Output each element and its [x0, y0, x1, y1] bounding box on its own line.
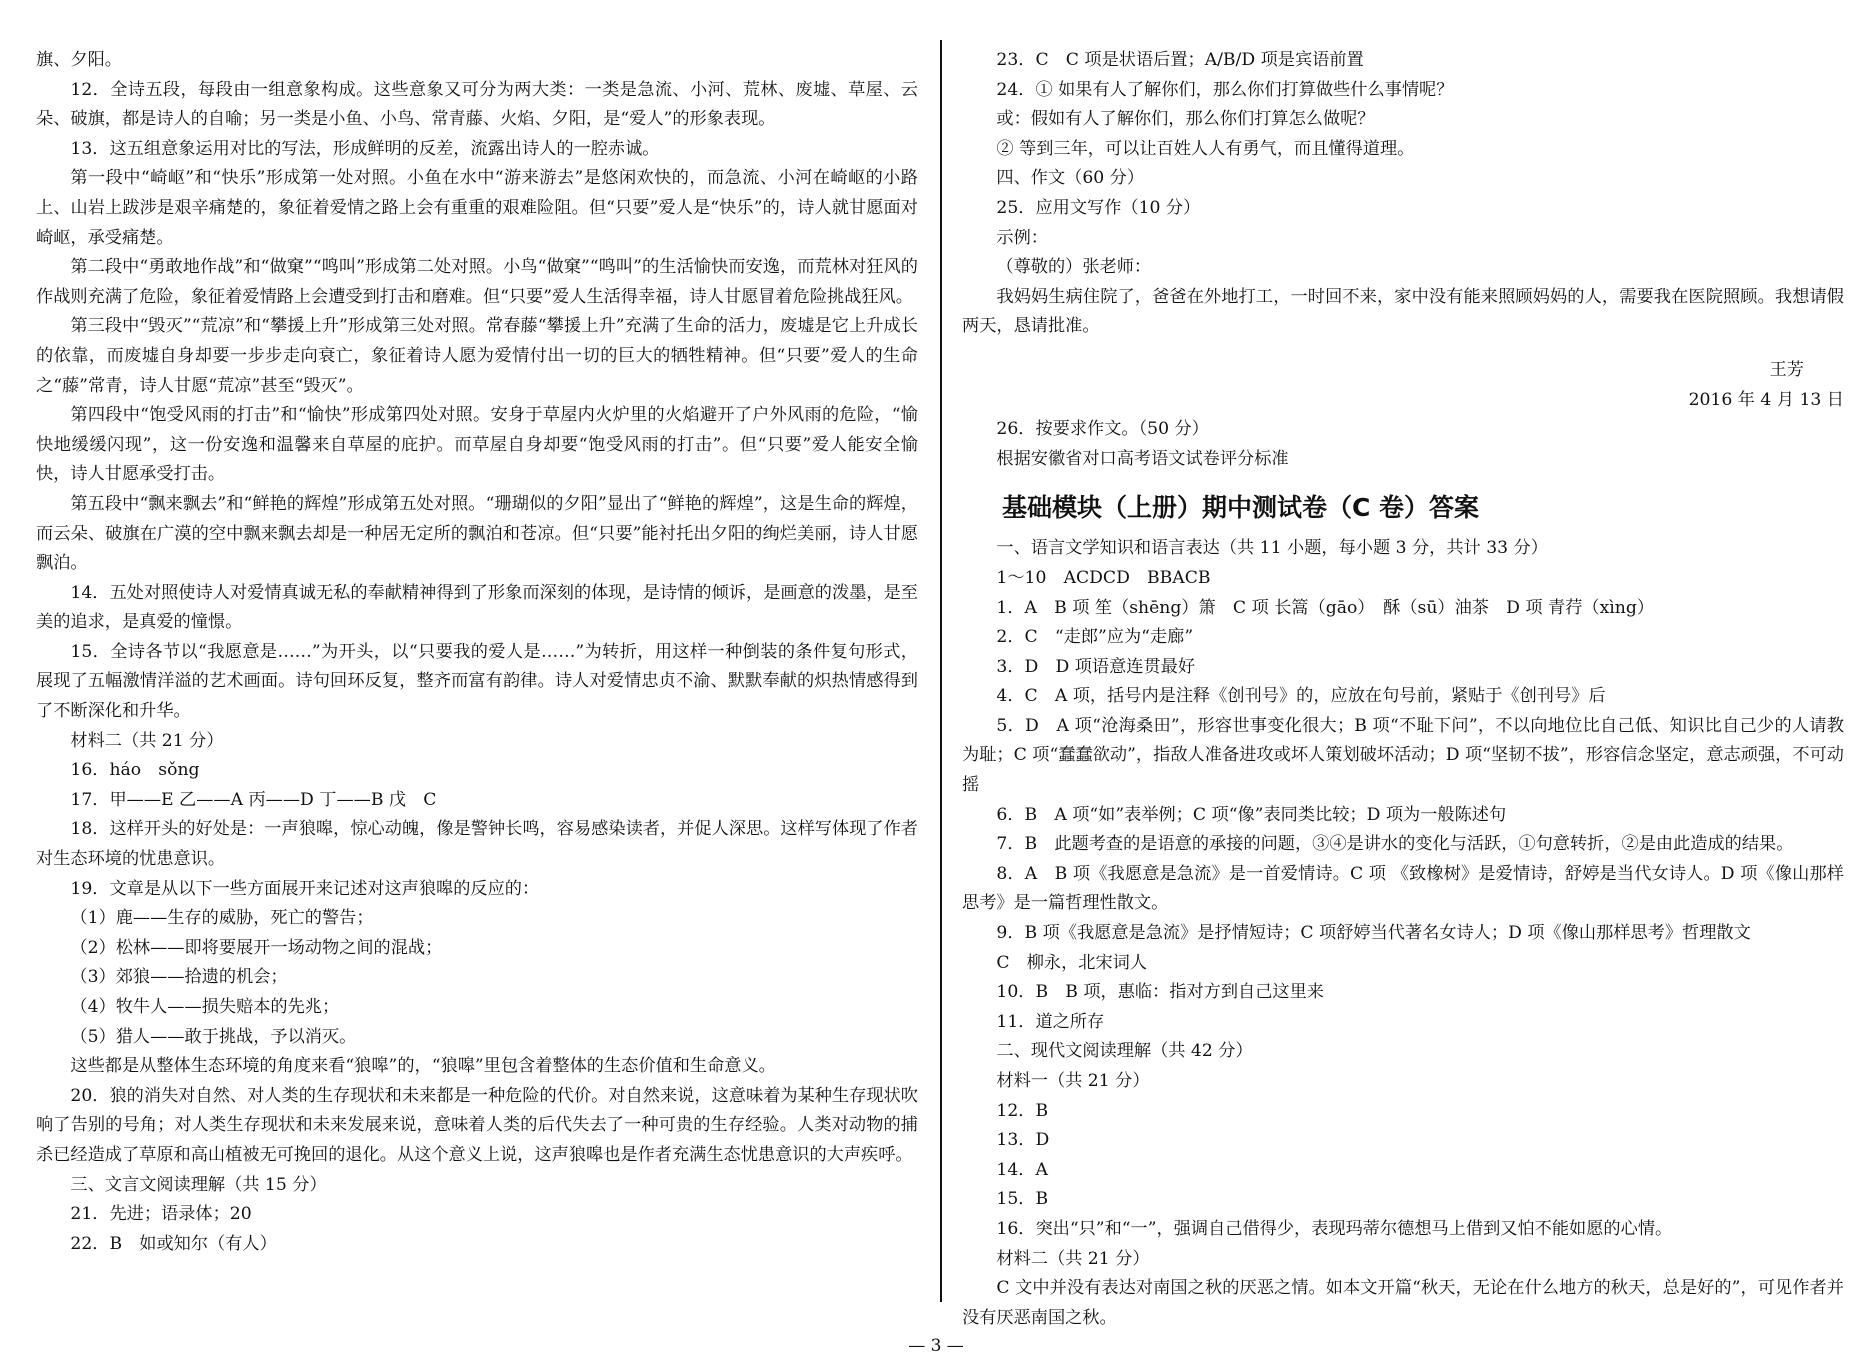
answer-paragraph: 三、文言文阅读理解（共 15 分） — [70, 1174, 327, 1195]
answer-paragraph: （2）松林——即将要展开一场动物之间的混战； — [70, 937, 443, 958]
answer-paragraph: 1～10 ACDCD BBACB — [996, 567, 1211, 588]
answer-paragraph: ② 等到三年，可以让百姓人人有勇气，而且懂得道理。 — [996, 138, 1415, 159]
answer-paragraph: 第四段中“饱受风雨的打击”和“愉快”形成第四处对照。安身于草屋内火炉里的火焰避开了户外风雨的危险，“愉快地缓缓闪现”，这一份安逸和温馨来自草屋的庇护。而草屋自身却要“饱受风雨的打击”。但“只要”爱人能安全愉快，诗人甘愿承受打击。 — [36, 405, 918, 485]
column-divider — [940, 40, 942, 1302]
answer-paragraph: 22．B 如或知尔（有人） — [70, 1233, 277, 1254]
right-top-block — [962, 46, 1844, 474]
answer-paragraph: 15．B — [996, 1189, 1049, 1210]
answer-paragraph: 9．B 项《我愿意是急流》是抒情短诗；C 项舒婷当代著名女诗人；D 项《像山那样思考》哲理散文 — [996, 923, 1751, 944]
answer-paragraph: 或：假如有人了解你们，那么你们打算怎么做呢？ — [996, 109, 1375, 130]
answer-paragraph: 二、现代文阅读理解（共 42 分） — [996, 1041, 1253, 1062]
answer-paragraph: 四、作文（60 分） — [996, 168, 1145, 189]
answer-paragraph: 3．D D 项语意连贯最好 — [996, 656, 1196, 677]
answer-paragraph: 13．D — [996, 1130, 1050, 1151]
answer-paragraph: 13．这五组意象运用对比的写法，形成鲜明的反差，流露出诗人的一腔赤诚。 — [70, 138, 660, 159]
right-column — [962, 46, 1844, 1333]
answer-paragraph: 20．狼的消失对自然、对人类的生存现状和未来都是一种危险的代价。对自然来说，这意味着为某种生存现状吹响了告别的号角；对人类生存现状和未来发展来说，意味着人类的后代失去了一种可贵的生存经验。人类对动物的捕杀已经造成了草原和高山植被无可挽回的退化。从这个意义上说，这声狼嗥也是作者充满生态忧患意识的大声疾呼。 — [36, 1085, 918, 1165]
answer-paragraph: 21．先进；语录体；20 — [70, 1204, 252, 1225]
page-number: — 3 — — [908, 1336, 964, 1356]
answer-paragraph: 24．① 如果有人了解你们，那么你们打算做些什么事情呢？ — [996, 79, 1454, 100]
answer-paragraph: 旗、夕阳。 — [36, 50, 122, 70]
answer-paragraph: 18．这样开头的好处是：一声狼嗥，惊心动魄，像是警钟长鸣，容易感染读者，并促人深思。这样写体现了作者对生态环境的忧患意识。 — [36, 819, 918, 870]
answer-paragraph: 14．五处对照使诗人对爱情真诚无私的奉献精神得到了形象而深刻的体现，是诗情的倾诉，是画意的泼墨，是至美的追求，是真爱的憧憬。 — [36, 582, 918, 633]
answer-paragraph: 2016 年 4 月 13 日 — [1688, 389, 1844, 410]
answer-paragraph: 5．D A 项“沧海桑田”，形容世事变化很大；B 项“不耻下问”，不以向地位比自己低、知识比自己少的人请教为耻；C 项“蠢蠢欲动”，指敌人准备进攻或坏人策划破坏活动；D 项“坚韧不拔”，形容信念坚定，意志顽强，不可动摇 — [962, 715, 1844, 796]
answer-paragraph: （3）郊狼——拾遗的机会； — [70, 967, 288, 988]
answer-paragraph: 一、语言文学知识和语言表达（共 11 小题，每小题 3 分，共计 33 分） — [996, 538, 1548, 559]
answer-paragraph: 10．B B 项，惠临：指对方到自己这里来 — [996, 982, 1324, 1003]
answer-paragraph: 第五段中“飘来飘去”和“鲜艳的辉煌”形成第五处对照。“珊瑚似的夕阳”显出了“鲜艳的辉煌”，这是生命的辉煌，而云朵、破旗在广漠的空中飘来飘去却是一种居无定所的飘泊和苍凉。但“只要”能衬托出夕阳的绚烂美丽，诗人甘愿飘泊。 — [36, 493, 918, 574]
section-title: 基础模块（上册）期中测试卷（C 卷）答案 — [1002, 493, 1480, 523]
answer-paragraph: 4．C A 项，括号内是注释《创刊号》的，应放在句号前，紧贴于《创刊号》后 — [996, 686, 1606, 707]
answer-paragraph: 材料二（共 21 分） — [70, 730, 224, 751]
answer-paragraph: 第三段中“毁灭”“荒凉”和“攀援上升”形成第三处对照。常春藤“攀援上升”充满了生命的活力，废墟是它上升成长的依靠，而废墟自身却要一步步走向衰亡，象征着诗人愿为爱情付出一切的巨大的牺牲精神。但“只要”爱人的生命之“藤”常青，诗人甘愿“荒凉”甚至“毁灭”。 — [36, 316, 918, 396]
right-bottom-block — [962, 534, 1844, 1333]
answer-paragraph: 6．B A 项“如”表举例；C 项“像”表同类比较；D 项为一般陈述句 — [996, 804, 1507, 825]
answer-paragraph: 王芳 — [1769, 359, 1804, 380]
answer-paragraph: 16．突出“只”和“一”，强调自己借得少，表现玛蒂尔德想马上借到又怕不能如愿的心情。 — [996, 1218, 1673, 1239]
answer-paragraph: （5）猎人——敢于挑战，予以消灭。 — [70, 1026, 357, 1047]
answer-paragraph: 12．B — [996, 1100, 1049, 1121]
answer-paragraph: 25．应用文写作（10 分） — [996, 197, 1201, 218]
answer-paragraph: 14．A — [996, 1159, 1048, 1180]
spacer — [962, 342, 1844, 356]
answer-paragraph: 15．全诗各节以“我愿意是……”为开头，以“只要我的爱人是……”为转折，用这样一种倒装的条件复句形式，展现了五幅激情洋溢的艺术画面。诗句回环反复，整齐而富有韵律。诗人对爱情忠贞不渝、默默奉献的炽热情感得到了不断深化和升华。 — [36, 641, 918, 722]
left-column — [36, 46, 918, 1259]
answer-paragraph: 示例： — [996, 227, 1048, 248]
answer-paragraph: C 文中并没有表达对南国之秋的厌恶之情。如本文开篇“秋天，无论在什么地方的秋天，总是好的”，可见作者并没有厌恶南国之秋。 — [962, 1278, 1844, 1328]
answer-paragraph: （4）牧牛人——损失赔本的先兆； — [70, 997, 340, 1017]
answer-paragraph: 11．道之所存 — [996, 1011, 1105, 1032]
answer-paragraph: （尊敬的）张老师： — [996, 257, 1152, 278]
answer-paragraph: 根据安徽省对口高考语文试卷评分标准 — [996, 448, 1289, 469]
answer-paragraph: 这些都是从整体生态环境的角度来看“狼嗥”的，“狼嗥”里包含着整体的生态价值和生命意义。 — [70, 1056, 776, 1077]
answer-paragraph: 23．C C 项是状语后置；A/B/D 项是宾语前置 — [996, 50, 1364, 70]
answer-paragraph: 7．B 此题考查的是语意的承接的问题，③④是讲水的变化与活跃，①句意转折，②是由此造成的结果。 — [996, 834, 1794, 855]
answer-paragraph: C 柳永，北宋词人 — [996, 952, 1148, 973]
answer-paragraph: 8．A B 项《我愿意是急流》是一首爱情诗。C 项 《致橡树》是爱情诗，舒婷是当代女诗人。D 项《像山那样思考》是一篇哲理性散文。 — [962, 863, 1844, 914]
answer-paragraph: 第二段中“勇敢地作战”和“做窠”“鸣叫”形成第二处对照。小鸟“做窠”“鸣叫”的生活愉快而安逸，而荒林对狂风的作战则充满了危险，象征着爱情路上会遭受到打击和磨难。但“只要”爱人生活得幸福，诗人甘愿冒着危险挑战狂风。 — [36, 257, 918, 307]
answer-paragraph: 1．A B 项 笙（shēng）箫 C 项 长篙（gāo） 酥（sū）油茶 D 项 青荇（xìng） — [996, 597, 1655, 618]
answer-paragraph: 我妈妈生病住院了，爸爸在外地打工，一时回不来，家中没有能来照顾妈妈的人，需要我在医院照顾。我想请假两天，恳请批准。 — [962, 286, 1844, 337]
answer-paragraph: 2．C “走郎”应为“走廊” — [996, 627, 1194, 648]
answer-paragraph: 26．按要求作文。（50 分） — [996, 419, 1209, 440]
answer-paragraph: （1）鹿——生存的威胁，死亡的警告； — [70, 908, 374, 929]
answer-paragraph: 第一段中“崎岖”和“快乐”形成第一处对照。小鱼在水中“游来游去”是悠闲欢快的，而急流、小河在崎岖的小路上、山岩上跋涉是艰辛痛楚的，象征着爱情之路上会有重重的艰难险阻。但“只要”爱人是“快乐”的，诗人就甘愿面对崎岖，承受痛楚。 — [36, 168, 918, 248]
answer-paragraph: 17．甲——E 乙——A 丙——D 丁——B 戊 C — [70, 789, 437, 810]
answer-paragraph: 材料一（共 21 分） — [996, 1071, 1150, 1091]
answer-paragraph: 16．háo sǒng — [70, 760, 200, 781]
answer-paragraph: 材料二（共 21 分） — [996, 1248, 1150, 1269]
answer-paragraph: 12．全诗五段，每段由一组意象构成。这些意象又可分为两大类：一类是急流、小河、荒林、废墟、草屋、云朵、破旗，都是诗人的自喻；另一类是小鱼、小鸟、常青藤、火焰、夕阳，是“爱人”的形象表现。 — [36, 79, 918, 130]
answer-paragraph: 19．文章是从以下一些方面展开来记述对这声狼嗥的反应的： — [70, 878, 540, 899]
